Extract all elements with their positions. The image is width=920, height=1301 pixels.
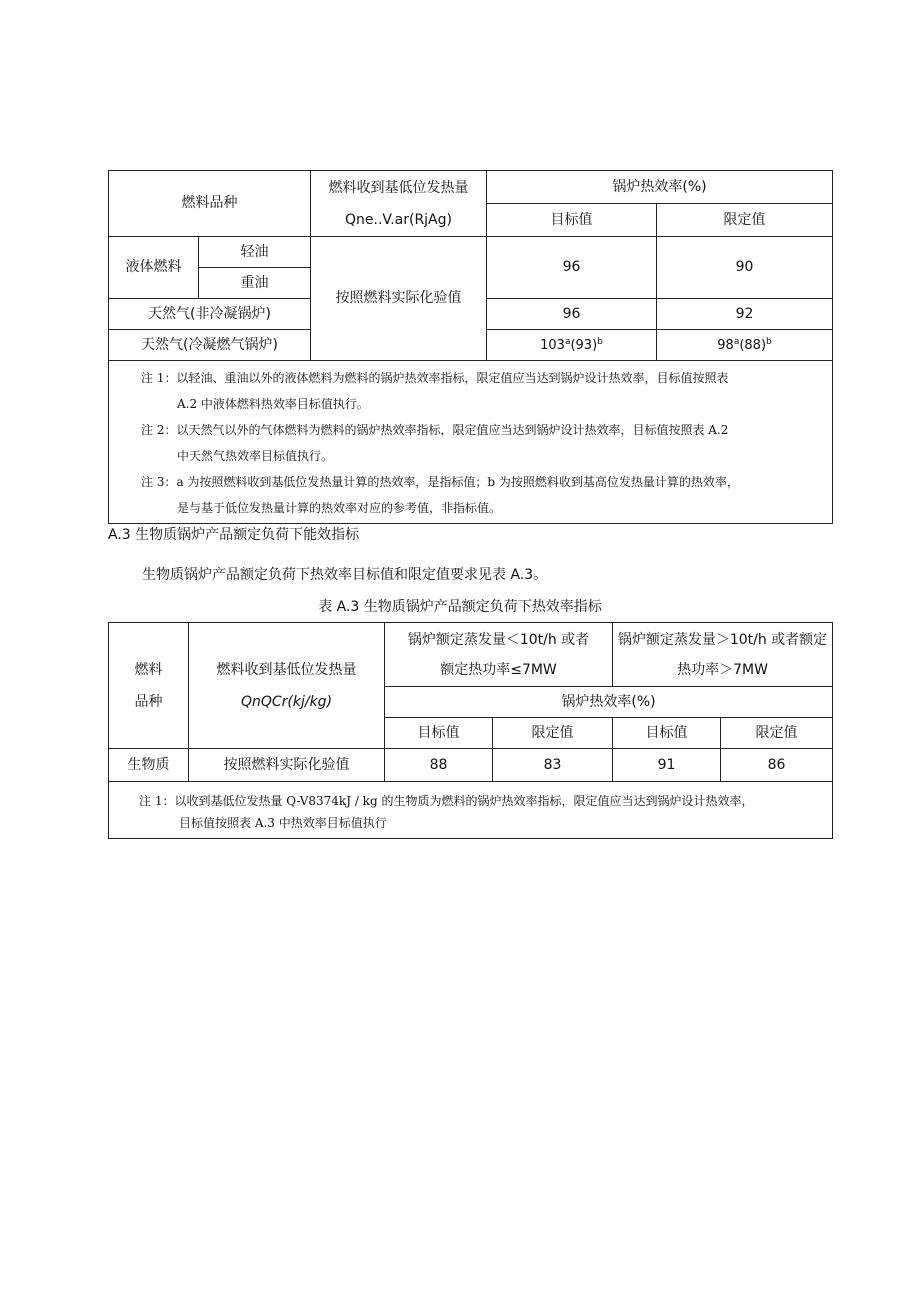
header-small-line1: 锅炉额定蒸发量＜10t/h 或者 [407,631,590,648]
header-limit-large: 限定值 [721,718,833,749]
header-fuel-type: 燃料品种 [109,171,311,237]
section-heading: A.3 生物质锅炉产品额定负荷下能效指标 [108,527,360,543]
header-limit: 限定值 [657,204,833,237]
value-limit-large: 86 [721,749,833,782]
table2-notes [109,782,833,839]
note-2: 注 2：以天然气以外的气体燃料为燃料的锅炉热效率指标，限定值应当达到锅炉设计热效率，目标值按照表 A.2 [141,423,729,437]
row-method: 按照燃料实际化验值 [189,749,385,782]
row-method: 按照燃料实际化验值 [311,237,487,361]
header-limit-small: 限定值 [493,718,613,749]
gas-c-limit-ref: (88) [739,337,767,353]
gas-c-limit-main: 98 [717,337,734,353]
gas-c-limit-sup-a: a [733,336,740,347]
gas-nc-limit-value: 92 [657,299,833,330]
gas-c-target-main: 103 [540,337,565,353]
header-large-line1: 锅炉额定蒸发量＞10t/h 或者额定 [617,631,828,648]
gas-c-target-sup-a: a [564,336,571,347]
header-target: 目标值 [487,204,657,237]
gas-c-target-value [487,330,657,361]
header-target-small: 目标值 [385,718,493,749]
note-1-cont: 目标值按照表 A.3 中热效率目标值执行 [179,816,387,830]
gas-c-limit-value [657,330,833,361]
note-1: 注 1：以收到基低位发热量 Q-V8374kJ / kg 的生物质为燃料的锅炉热效率指标，限定值应当达到锅炉设计热效率， [139,794,754,808]
note-1-cont: A.2 中液体燃料热效率目标值执行。 [177,397,369,411]
value-target-small: 88 [385,749,493,782]
value-target-large: 91 [613,749,721,782]
header-heat-value-text: 燃料收到基低位发热量 [328,179,469,196]
table1-notes [109,361,833,524]
note-2-cont: 中天然气热效率目标值执行。 [177,449,334,463]
header-efficiency: 锅炉热效率(%) [385,687,833,718]
header-heat-value [311,171,487,237]
gas-c-target-ref: (93) [570,337,598,353]
row-light-oil: 轻油 [199,237,311,268]
header-heat-value-text: 燃料收到基低位发热量 [216,661,357,678]
header-heat-value-symbol: QnQCr(kj/kg) [240,693,333,710]
liquid-limit-value: 90 [657,237,833,299]
row-gas-non-condensing: 天然气(非冷凝锅炉) [109,299,311,330]
header-efficiency: 锅炉热效率(%) [487,171,833,204]
liquid-target-value: 96 [487,237,657,299]
table2-caption: 表 A.3 生物质锅炉产品额定负荷下热效率指标 [318,599,602,615]
gas-nc-target-value: 96 [487,299,657,330]
row-heavy-oil: 重油 [199,268,311,299]
header-fuel-type [109,623,189,749]
gas-c-target-sup-b: b [597,336,603,347]
gas-c-limit-sup-b: b [766,336,772,347]
value-limit-small: 83 [493,749,613,782]
header-fuel-type-line2: 品种 [134,693,163,710]
row-biomass: 生物质 [109,749,189,782]
header-small-boiler [385,623,613,687]
header-target-large: 目标值 [613,718,721,749]
biomass-efficiency-table [108,622,833,839]
section-paragraph: 生物质锅炉产品额定负荷下热效率目标值和限定值要求见表 A.3。 [142,567,548,583]
header-large-line2: 热功率＞7MW [677,661,768,678]
row-gas-condensing: 天然气(冷凝燃气锅炉) [109,330,311,361]
header-small-line2: 额定热功率≤7MW [440,661,557,678]
header-fuel-type-line1: 燃料 [134,661,163,678]
header-large-boiler [613,623,833,687]
note-3-cont: 是与基于低位发热量计算的热效率对应的参考值，非指标值。 [177,501,502,515]
row-liquid-fuel: 液体燃料 [109,237,199,299]
note-3: 注 3：a 为按照燃料收到基低位发热量计算的热效率，是指标值；b 为按照燃料收到基高位发热量计算的热效率， [141,475,739,489]
note-1: 注 1：以轻油、重油以外的液体燃料为燃料的锅炉热效率指标，限定值应当达到锅炉设计热效率，目标值按照表 [141,371,729,385]
header-heat-value [189,623,385,749]
boiler-efficiency-table-1 [108,170,833,524]
header-heat-value-symbol: Qne..V.ar(RjAg) [345,211,452,228]
